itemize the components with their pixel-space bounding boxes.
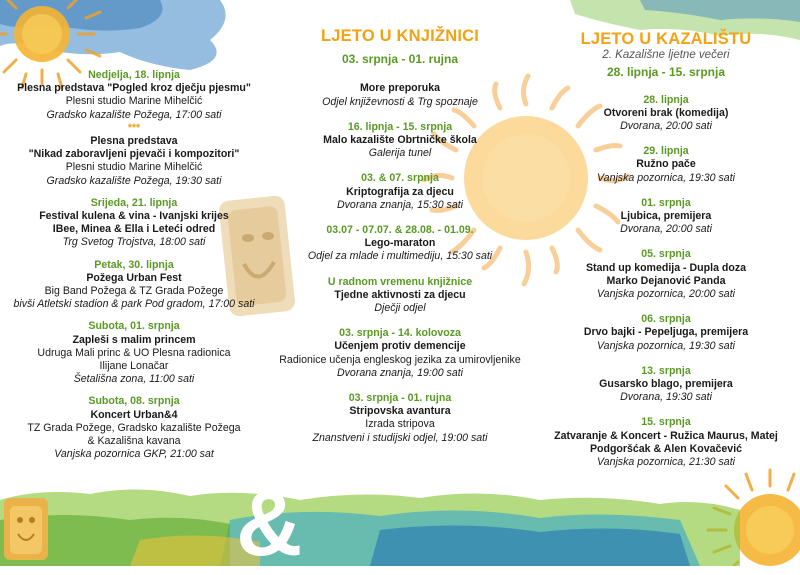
section-subtitle: 2. Kazališne ljetne večeri xyxy=(602,49,730,62)
ampersand-decoration: & xyxy=(236,473,303,575)
event-item xyxy=(268,121,532,161)
event-venue: Dvorana znanja, 19:00 sati xyxy=(336,366,464,379)
right-column xyxy=(534,30,798,478)
event-venue: Odjel književnosti & Trg spoznaje xyxy=(322,95,478,108)
event-title: Ljubica, premijera xyxy=(620,210,712,223)
event-venue: Vanjska pozornica GKP, 21:00 sat xyxy=(54,448,214,461)
event-date: Subota, 08. srpnja xyxy=(88,395,180,408)
event-item xyxy=(268,224,532,264)
separator-stars: *** xyxy=(127,121,141,134)
small-carved-mask-image xyxy=(4,498,48,560)
event-title: Drvo bajki - Pepeljuga, premijera xyxy=(583,326,749,339)
event-venue: Šetališna zona, 11:00 sati xyxy=(73,373,195,386)
event-title: Koncert Urban&4 xyxy=(90,408,178,421)
event-date: 03.07 - 07.07. & 28.08. - 01.09. xyxy=(326,224,474,237)
event-title: Lego-maraton xyxy=(364,237,436,250)
event-item xyxy=(0,122,268,188)
event-item xyxy=(0,320,268,386)
event-title: Gusarsko blago, premijera xyxy=(599,378,733,391)
event-date: 01. srpnja xyxy=(641,196,691,209)
middle-column xyxy=(268,27,532,454)
event-detail: Radionice učenja engleskog jezika za umirovljenike xyxy=(279,353,521,366)
event-venue: Vanjska pozornica, 19:30 sati xyxy=(597,171,735,184)
event-date: 05. srpnja xyxy=(641,248,691,261)
event-date: 13. srpnja xyxy=(641,364,691,377)
event-title: Zapleši s malim princem xyxy=(72,333,196,346)
section-date-range: 03. srpnja - 01. rujna xyxy=(341,52,459,67)
section-heading-library: LJETO U KNJIŽNICI xyxy=(320,27,480,45)
event-detail: Plesni studio Marine Mihelčić xyxy=(65,161,203,174)
event-item xyxy=(268,276,532,316)
event-detail: Izrada stripova xyxy=(365,418,435,431)
event-title: Tjedne aktivnosti za djecu xyxy=(334,288,466,301)
event-date: Subota, 01. srpnja xyxy=(88,320,180,333)
event-venue: Znanstveni i studijski odjel, 19:00 sati xyxy=(312,431,488,444)
event-item xyxy=(534,248,798,301)
left-column xyxy=(0,69,268,470)
event-item xyxy=(268,392,532,445)
event-item xyxy=(534,313,798,353)
event-detail: Big Band Požega & TZ Grada Požege xyxy=(44,285,224,298)
event-detail: Udruga Mali princ & UO Plesna radionica xyxy=(37,346,231,359)
event-title: Otvoreni brak (komedija) xyxy=(603,106,729,119)
event-item xyxy=(0,259,268,312)
event-item xyxy=(0,395,268,461)
event-date: U radnom vremenu knjižnice xyxy=(327,275,473,288)
event-date: Srijeda, 21. lipnja xyxy=(90,196,178,209)
event-item xyxy=(534,416,798,469)
event-date: 03. srpnja - 14. kolovoza xyxy=(339,327,461,340)
event-title: Plesna predstava "Pogled kroz dječju pjesmu" xyxy=(17,82,251,95)
event-title: Kriptografija za djecu xyxy=(346,185,454,198)
event-date: Petak, 30. lipnja xyxy=(94,258,174,271)
event-venue: Vanjska pozornica, 21:30 sati xyxy=(597,456,735,469)
event-item xyxy=(534,94,798,134)
event-detail: Plesni studio Marine Mihelčić xyxy=(65,95,203,108)
event-date: 16. lipnja - 15. srpnja xyxy=(347,120,453,133)
event-venue: Vanjska pozornica, 19:30 sati xyxy=(597,339,735,352)
event-date: 28. lipnja xyxy=(643,93,689,106)
event-venue: Dvorana, 20:00 sati xyxy=(620,223,712,236)
event-venue: Dječji odjel xyxy=(374,302,426,315)
event-venue: Gradsko kazalište Požega, 19:30 sati xyxy=(46,174,222,187)
event-item xyxy=(534,197,798,237)
event-title: Požega Urban Fest xyxy=(86,271,182,284)
event-title: Stand up komedija - Dupla doza Marko Dejanović Panda xyxy=(585,261,747,287)
event-title: Zatvaranje & Koncert - Ružica Maurus, Matej Podgoršćak & Alen Kovačević xyxy=(554,429,778,455)
event-venue: Gradsko kazalište Požega, 17:00 sati xyxy=(46,108,222,121)
event-date: Nedjelja, 18. lipnja xyxy=(88,69,180,81)
event-title: Učenjem protiv demencije xyxy=(334,340,466,353)
event-venue: bivši Atletski stadion & park Pod gradom, 17:00 sati xyxy=(13,298,255,311)
event-date: 15. srpnja xyxy=(641,416,691,429)
event-venue: Galerija tunel xyxy=(368,147,432,160)
event-title: More preporuka xyxy=(359,82,441,95)
event-item xyxy=(0,69,268,122)
event-date: 03. & 07. srpnja xyxy=(361,172,439,185)
event-item xyxy=(268,82,532,108)
event-item xyxy=(0,197,268,250)
event-date: 03. srpnja - 01. rujna xyxy=(348,392,452,405)
event-detail: Ilijane Lonačar xyxy=(99,360,169,373)
event-venue: Odjel za mlade i multimediju, 15:30 sati xyxy=(307,250,493,263)
event-venue: Dvorana, 19:30 sati xyxy=(620,391,712,404)
event-date: 29. lipnja xyxy=(643,145,689,158)
event-date: 06. srpnja xyxy=(641,313,691,326)
section-heading-theatre: LJETO U KAZALIŠTU xyxy=(580,30,752,48)
event-title: Festival kulena & vina - Ivanjski krijes IBee, Minea & Ella i Leteći odred xyxy=(39,210,229,236)
event-item xyxy=(268,172,532,212)
event-item xyxy=(534,365,798,405)
event-title: Ružno pače xyxy=(636,158,696,171)
event-venue: Dvorana, 20:00 sati xyxy=(620,120,712,133)
event-venue: Vanjska pozornica, 20:00 sati xyxy=(597,288,735,301)
event-title: Plesna predstava "Nikad zaboravljeni pjevači i kompozitori" xyxy=(28,135,240,161)
event-item xyxy=(268,327,532,380)
event-venue: Dvorana znanja, 15:30 sati xyxy=(336,198,464,211)
event-venue: Trg Svetog Trojstva, 18:00 sati xyxy=(62,236,206,249)
event-title: Stripovska avantura xyxy=(349,405,451,418)
event-title: Malo kazalište Obrtničke škola xyxy=(323,134,477,147)
event-detail: & Kazališna kavana xyxy=(87,435,181,448)
event-item xyxy=(534,145,798,185)
section-date-range: 28. lipnja - 15. srpnja xyxy=(606,65,726,80)
event-detail: TZ Grada Požege, Gradsko kazalište Požega xyxy=(27,421,241,434)
